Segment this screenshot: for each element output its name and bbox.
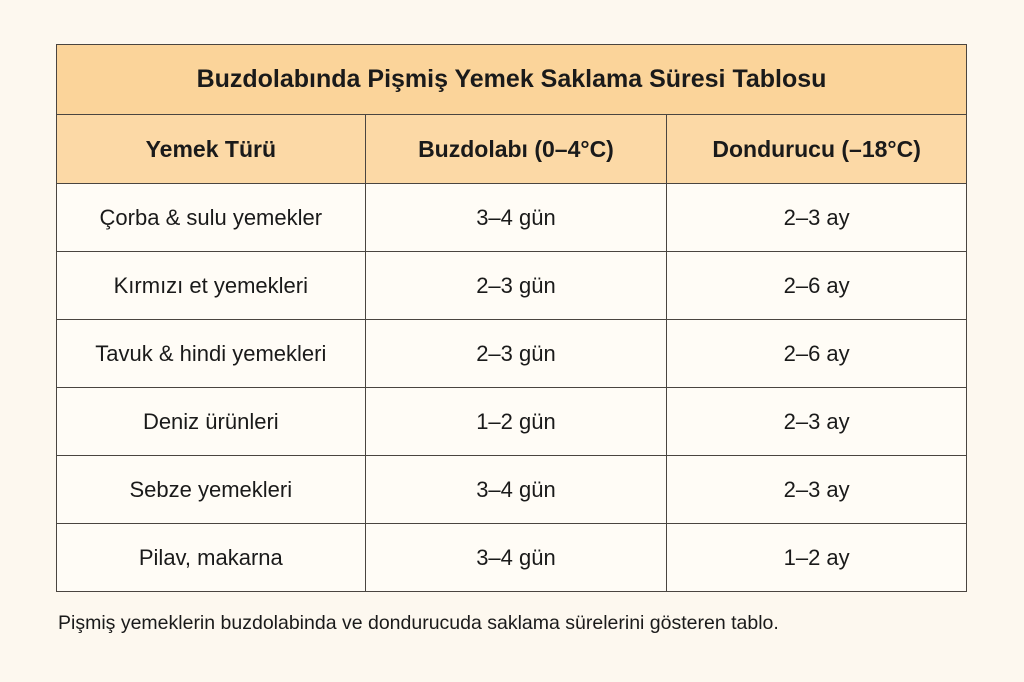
column-header-fridge: Buzdolabı (0–4°C) [365,115,667,184]
table-row [57,456,967,524]
freezer-duration-cell: 1–2 ay [667,524,967,592]
table-row [57,184,967,252]
freezer-duration-cell: 2–3 ay [667,184,967,252]
table-row [57,320,967,388]
fridge-duration-cell: 2–3 gün [365,252,667,320]
table-row [57,388,967,456]
food-type-cell: Pilav, makarna [57,524,366,592]
title-row [57,45,967,115]
table-caption: Pişmiş yemeklerin buzdolabinda ve dondurucuda saklama sürelerini gösteren tablo. [58,612,779,634]
fridge-duration-cell: 3–4 gün [365,456,667,524]
food-type-cell: Çorba & sulu yemekler [57,184,366,252]
column-header-freezer: Dondurucu (–18°C) [667,115,967,184]
column-header-food-type: Yemek Türü [57,115,366,184]
food-type-cell: Deniz ürünleri [57,388,366,456]
fridge-duration-cell: 3–4 gün [365,184,667,252]
food-type-cell: Tavuk & hindi yemekleri [57,320,366,388]
table-row [57,524,967,592]
freezer-duration-cell: 2–6 ay [667,252,967,320]
table-title: Buzdolabında Pişmiş Yemek Saklama Süresi Tablosu [57,45,967,115]
freezer-duration-cell: 2–6 ay [667,320,967,388]
table-row [57,252,967,320]
food-type-cell: Sebze yemekleri [57,456,366,524]
freezer-duration-cell: 2–3 ay [667,456,967,524]
freezer-duration-cell: 2–3 ay [667,388,967,456]
fridge-duration-cell: 2–3 gün [365,320,667,388]
storage-table [56,44,967,592]
fridge-duration-cell: 1–2 gün [365,388,667,456]
food-type-cell: Kırmızı et yemekleri [57,252,366,320]
fridge-duration-cell: 3–4 gün [365,524,667,592]
header-row [57,115,967,184]
